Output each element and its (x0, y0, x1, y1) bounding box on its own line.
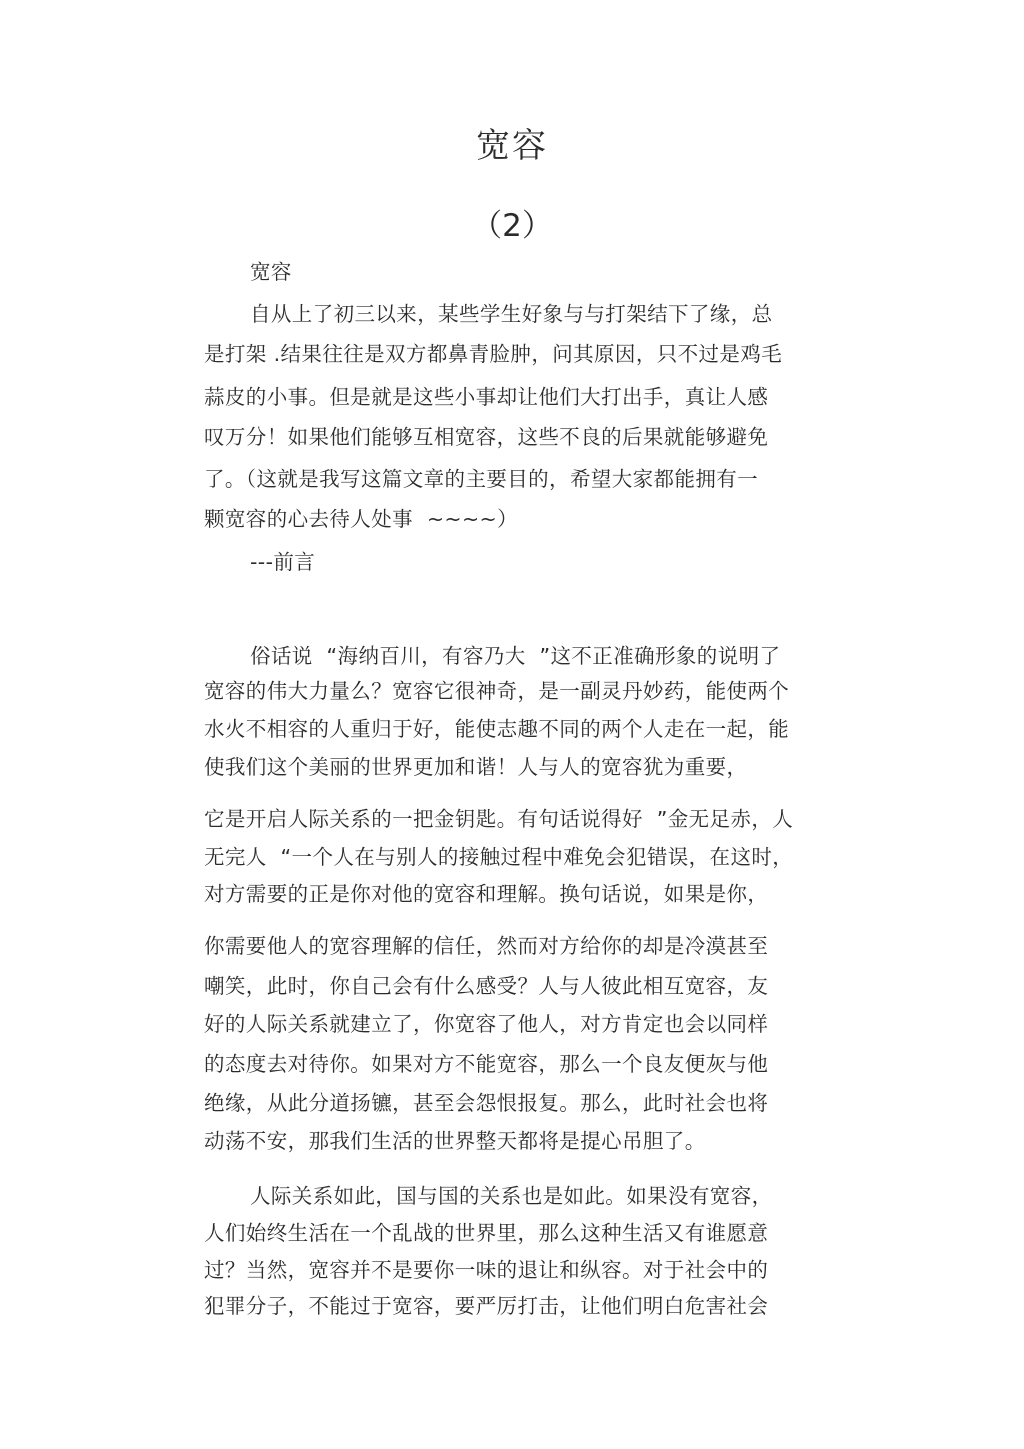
text-line: 人际关系如此，国与国的关系也是如此。如果没有宽容， (250, 1184, 773, 1208)
text-line: 嘲笑，此时，你自己会有什么感受？人与人彼此相互宽容，友 (204, 974, 769, 998)
text-line: 犯罪分子，不能过于宽容，要严厉打击，让他们明白危害社会 (204, 1294, 769, 1318)
text-line: 自从上了初三以来，某些学生好象与与打架结下了缘，总 (250, 302, 773, 326)
text-line: 水火不相容的人重归于好，能使志趣不同的两个人走在一起，能 (204, 717, 790, 741)
text-line: 的态度去对待你。如果对方不能宽容，那么一个良友便灰与他 (204, 1052, 769, 1076)
text-line: 过？当然，宽容并不是要你一味的退让和纵容。对于社会中的 (204, 1258, 769, 1282)
text-line: 动荡不安，那我们生活的世界整天都将是提心吊胆了。 (204, 1129, 706, 1153)
text-line: 对方需要的正是你对他的宽容和理解。换句话说，如果是你， (204, 882, 769, 906)
text-line: 绝缘，从此分道扬镳，甚至会怨恨报复。那么，此时社会也将 (204, 1091, 769, 1115)
text-line: 使我们这个美丽的世界更加和谐！人与人的宽容犹为重要， (204, 755, 748, 779)
text-line: 颗宽容的心去待人处事 ~~~~） (204, 507, 519, 531)
text-line: 宽容的伟大力量么？宽容它很神奇，是一副灵丹妙药，能使两个 (204, 679, 790, 703)
page-subtitle: （2） (471, 208, 553, 244)
text-line: 叹万分！如果他们能够互相宽容，这些不良的后果就能够避免 (204, 425, 769, 449)
text-line: 了。（这就是我写这篇文章的主要目的，希望大家都能拥有一 (204, 467, 759, 491)
text-line: 好的人际关系就建立了，你宽容了他人，对方肯定也会以同样 (204, 1012, 769, 1036)
text-line: 蒜皮的小事。但是就是这些小事却让他们大打出手，真让人感 (204, 385, 769, 409)
text-line: 是打架 .结果往往是双方都鼻青脸肿，问其原因，只不过是鸡毛 (204, 342, 783, 366)
text-line: 无完人 “一个人在与别人的接触过程中难免会犯错误，在这时， (204, 845, 794, 869)
page-title: 宽容 (476, 126, 548, 166)
text-line: 它是开启人际关系的一把金钥匙。有句话说得好 ”金无足赤，人 (204, 807, 794, 831)
text-line: 你需要他人的宽容理解的信任，然而对方给你的却是冷漠甚至 (204, 934, 769, 958)
text-line: 俗话说 “海纳百川，有容乃大 ”这不正准确形象的说明了 (250, 644, 781, 668)
text-line: 人们始终生活在一个乱战的世界里，那么这种生活又有谁愿意 (204, 1221, 769, 1245)
text-line: ---前言 (250, 550, 316, 574)
text-line: 宽容 (250, 260, 292, 284)
